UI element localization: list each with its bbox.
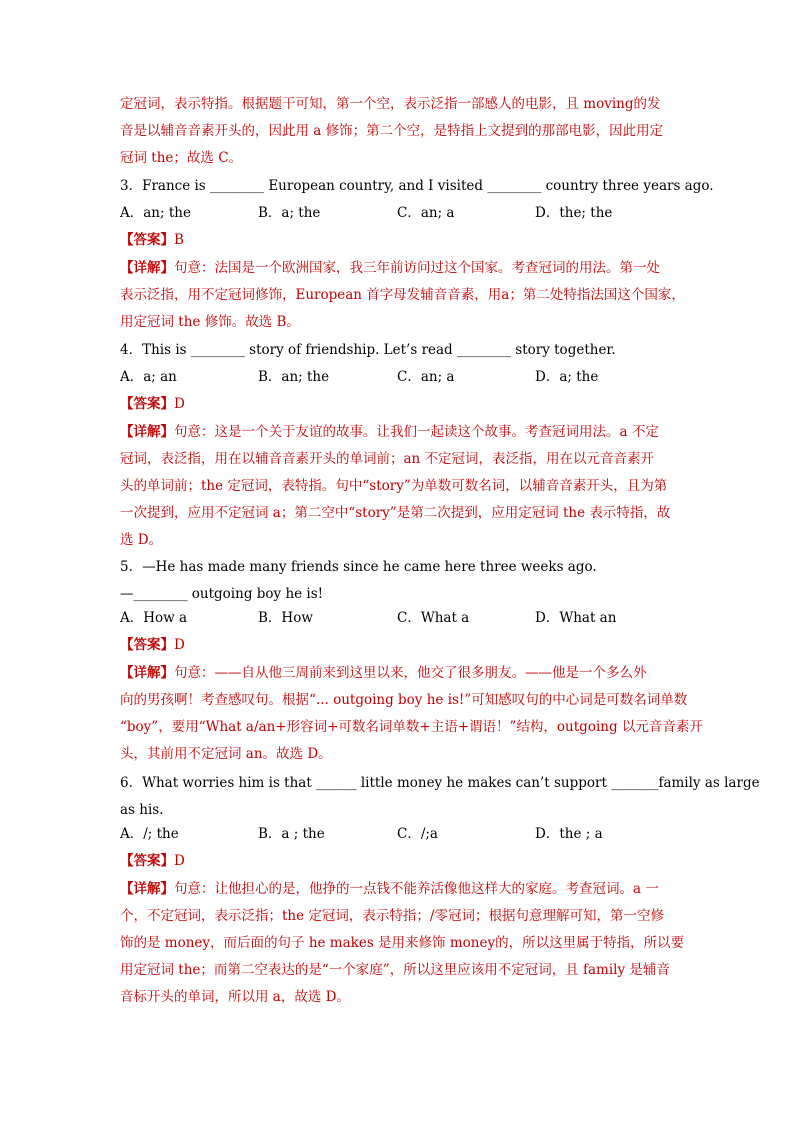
detail-line: 选 D。 — [120, 532, 163, 548]
option-a: A．How a — [120, 610, 188, 626]
question-6-options — [120, 821, 680, 848]
question-6-detail — [120, 876, 685, 1011]
question-3-detail — [120, 255, 685, 336]
detail-line: 音标开头的单词，所以用 a，故选 D。 — [120, 989, 350, 1005]
question-4-options — [120, 364, 680, 391]
question-stem-line: 6．What worries him is that ______ little money he makes can’t support _______family as large — [120, 775, 760, 791]
question-3-options — [120, 200, 680, 227]
detail-text: 句意：这是一个关于友谊的故事。让我们一起读这个故事。考查冠词用法。a 不定 — [174, 424, 659, 440]
question-stem-line: 3．France is ________ European country, and I visited ________ country three years ago. — [120, 178, 714, 194]
question-6-answer — [120, 848, 680, 875]
detail-line: 饰的是 money，而后面的句子 he makes 是用来修饰 money的，所以这里属于特指，所以要 — [120, 935, 685, 951]
detail-line: “boy”，要用“What a/an+形容词+可数名词单数+主语+谓语！”结构，outgoing 以元音音素开 — [120, 719, 703, 735]
detail-line: 头的单词前；the 定冠词，表特指。句中“story”为单数可数名词，以辅音音素开头，且为第 — [120, 478, 668, 494]
option-b: B．a ; the — [258, 826, 325, 842]
answer-value: D — [174, 396, 185, 412]
detail-line: 冠词，表泛指，用在以辅音音素开头的单词前；an 不定冠词，表泛指，用在以元音音素开 — [120, 451, 655, 467]
answer-label: 【答案】 — [120, 853, 174, 869]
detail-line: 表示泛指，用不定冠词修饰，European 首字母发辅音音素，用a；第二处特指法国这个国家， — [120, 287, 685, 303]
question-5-options — [120, 605, 680, 632]
detail-line: 用定冠词 the；而第二空表达的是“一个家庭”，所以这里应该用不定冠词，且 family 是辅音 — [120, 962, 670, 978]
detail-label: 【详解】 — [120, 260, 174, 276]
detail-line — [120, 419, 680, 446]
detail-label: 【详解】 — [120, 665, 174, 681]
option-b: B．a; the — [258, 205, 321, 221]
question-3-answer — [120, 227, 680, 254]
intro-line: 定冠词，表示特指。根据题干可知，第一个空，表示泛指一部感人的电影，且 moving的发 — [120, 96, 661, 112]
question-4-stem — [120, 337, 680, 364]
detail-text: 句意：法国是一个欧洲国家，我三年前访问过这个国家。考查冠词的用法。第一处 — [174, 260, 660, 276]
option-c: C．an; a — [397, 369, 455, 385]
question-stem-line: 4．This is ________ story of friendship. Let’s read ________ story together. — [120, 342, 616, 358]
option-d: D．the; the — [535, 205, 613, 221]
option-a: A．/; the — [120, 826, 179, 842]
answer-label: 【答案】 — [120, 637, 174, 653]
intro-line: 冠词 the；故选 C。 — [120, 150, 243, 166]
detail-line: 个，不定冠词，表示泛指；the 定冠词，表示特指；/零冠词；根据句意理解可知，第一空修 — [120, 908, 664, 924]
option-b: B．an; the — [258, 369, 330, 385]
detail-text: 句意：——自从他三周前来到这里以来，他交了很多朋友。——他是一个多么外 — [174, 665, 647, 681]
detail-label: 【详解】 — [120, 424, 174, 440]
question-stem-line: 5．—He has made many friends since he came here three weeks ago. — [120, 559, 597, 575]
detail-line — [120, 660, 680, 687]
detail-line — [120, 255, 680, 282]
answer-label: 【答案】 — [120, 396, 174, 412]
question-5-stem — [120, 554, 680, 608]
intro-explanation — [120, 91, 680, 172]
option-c: C．What a — [397, 610, 470, 626]
detail-line: 用定冠词 the 修饰。故选 B。 — [120, 314, 300, 330]
detail-label: 【详解】 — [120, 881, 174, 897]
question-6-stem — [120, 770, 760, 824]
detail-line — [120, 876, 680, 903]
detail-line: 向的男孩啊！考查感叹句。根据“... outgoing boy he is!”可知感叹句的中心词是可数名词单数 — [120, 692, 688, 708]
question-4-detail — [120, 419, 680, 554]
option-b: B．How — [258, 610, 313, 626]
detail-line: 一次提到，应用不定冠词 a；第二空中“story”是第二次提到，应用定冠词 the 表示特指，故 — [120, 505, 671, 521]
detail-text: 句意：让他担心的是，他挣的一点钱不能养活像他这样大的家庭。考查冠词。a 一 — [174, 881, 659, 897]
answer-value: B — [174, 232, 184, 248]
question-5-answer — [120, 632, 680, 659]
question-3-stem — [120, 173, 714, 200]
option-d: D．the ; a — [535, 826, 603, 842]
answer-value: D — [174, 637, 185, 653]
answer-value: D — [174, 853, 185, 869]
option-c: C．/;a — [397, 826, 438, 842]
question-5-detail — [120, 660, 703, 768]
option-a: A．an; the — [120, 205, 191, 221]
option-c: C．an; a — [397, 205, 455, 221]
intro-line: 音是以辅音音素开头的，因此用 a 修饰；第二个空，是特指上文提到的那部电影，因此用定 — [120, 123, 664, 139]
option-d: D．a; the — [535, 369, 599, 385]
question-4-answer — [120, 391, 680, 418]
answer-label: 【答案】 — [120, 232, 174, 248]
question-stem-line: as his. — [120, 802, 164, 818]
detail-line: 头，其前用不定冠词 an。故选 D。 — [120, 746, 332, 762]
option-d: D．What an — [535, 610, 617, 626]
question-stem-line: —________ outgoing boy he is! — [120, 586, 324, 602]
option-a: A．a; an — [120, 369, 177, 385]
